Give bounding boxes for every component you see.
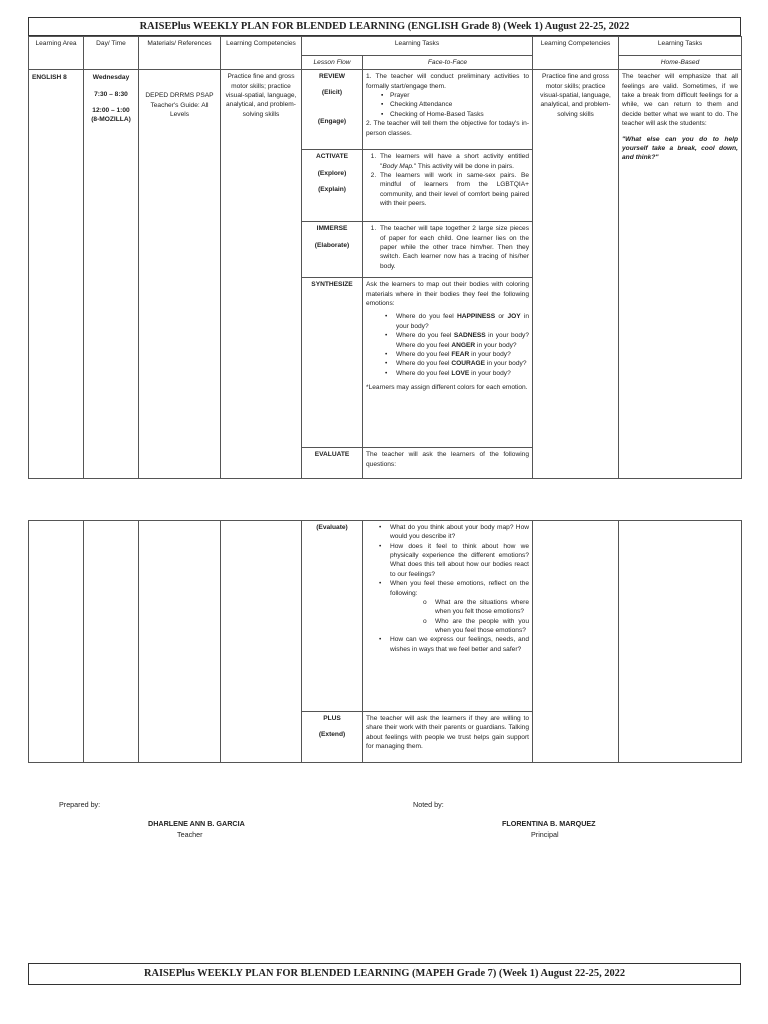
header-face-to-face: Face-to-Face [363, 56, 533, 70]
extend-label: (Extend) [318, 731, 346, 739]
list-item: 1. The teacher will tape together 2 large size pieces of paper for each child. One learner lies on the paper while the other trace him/her. Then they switch. Each learner now has a tracing of his/her body. [378, 224, 529, 271]
header-learning-tasks: Learning Tasks [302, 37, 533, 56]
materials-cell [139, 521, 221, 763]
activate-task-cell [363, 150, 533, 222]
elicit-label: (Elicit) [321, 88, 343, 96]
list-item: ▪ Checking of Home-Based Tasks [390, 110, 529, 119]
list-item: • How does it feel to think about how we physically experience the different emotions? What does this tell about how our bodies react to our feelings? [390, 542, 529, 579]
day-label: Wednesday [92, 74, 130, 82]
engage-label: (Engage) [317, 118, 347, 126]
activate-flow-cell [302, 150, 363, 222]
review-step-1: 1. The teacher will conduct preliminary activities to formally start/engage them. [366, 73, 530, 90]
synthesize-task-cell [363, 278, 533, 448]
plan-title: RAISEPlus WEEKLY PLAN FOR BLENDED LEARNING (ENGLISH Grade 8) (Week 1) August 22-25, 2022 [28, 17, 741, 36]
time-morning: 7:30 – 8:30 [94, 90, 128, 98]
noted-by-label: Noted by: [413, 800, 444, 809]
home-based-cell [619, 521, 742, 763]
header-learning-tasks-home: Learning Tasks [619, 37, 742, 56]
header-competencies: Learning Competencies [221, 37, 302, 70]
review-step-2: 2. The teacher will tell them the objective for today's in-person classes. [366, 120, 530, 137]
list-item: • Where do you feel HAPPINESS or JOY in your body? [396, 312, 529, 331]
materials-cell: DEPED DRRMS PSAP Teacher's Guide: All Levels [139, 70, 221, 479]
noted-by-role: Principal [531, 830, 559, 839]
learning-area-cell: ENGLISH 8 [29, 70, 84, 479]
immerse-flow-cell [302, 222, 363, 278]
competencies-home-cell: Practice fine and gross motor skills; practice visual-spatial, language, analytical, and problem-solving skills [533, 70, 619, 479]
list-item: • Where do you feel SADNESS in your body? Where do you feel ANGER in your body? [396, 331, 529, 350]
plus-label: PLUS [323, 715, 341, 722]
plus-flow-cell [302, 712, 363, 763]
list-item: • Where do you feel COURAGE in your body? [396, 359, 529, 368]
header-lesson-flow: Lesson Flow [302, 56, 363, 70]
day-time-cell [84, 70, 139, 479]
synthesize-flow-cell: SYNTHESIZE [302, 278, 363, 448]
next-plan-title: RAISEPlus WEEKLY PLAN FOR BLENDED LEARNING (MAPEH Grade 7) (Week 1) August 22-25, 2022 [28, 963, 741, 985]
time-afternoon: 12:00 – 1:00 [92, 107, 130, 115]
review-bullets [366, 91, 529, 119]
list-item: ▪ Checking Attendance [390, 100, 529, 109]
evaluate-task-cell: The teacher will ask the learners of the following questions: [363, 448, 533, 479]
list-item: 2. The learners will work in same-sex pairs. Be mindful of learners from the LGBTQIA+ community, and their level of comfort being paired with their peers. [378, 171, 529, 208]
noted-by-name: FLORENTINA B. MARQUEZ [502, 819, 596, 828]
list-item: o What are the situations where when you felt those emotions? [435, 598, 529, 617]
header-competencies-home: Learning Competencies [533, 37, 619, 70]
weekly-plan-table-continued [28, 520, 742, 763]
evaluate-flow-cell: (Evaluate) [302, 521, 363, 712]
home-based-cell [619, 70, 742, 479]
explore-label: (Explore) [317, 169, 347, 177]
evaluate-questions [366, 523, 529, 654]
day-time-cell [84, 521, 139, 763]
activate-steps [366, 152, 529, 208]
competencies-cell [221, 521, 302, 763]
list-item: ▪ Prayer [390, 91, 529, 100]
review-label: REVIEW [318, 73, 345, 81]
list-item: 1. The learners will have a short activity entitled "Body Map." This activity will be done in pairs. [378, 152, 529, 171]
list-item: • What do you think about your body map? How would you describe it? [390, 523, 529, 542]
immerse-label: IMMERSE [316, 225, 348, 233]
header-learning-area: Learning Area [29, 37, 84, 70]
home-based-text: The teacher will emphasize that all feelings are valid. Sometimes, if we take a break from difficult feelings for a while, we can return to them and decide better what we want to do. The teacher will ask the students: [622, 73, 739, 128]
review-flow-cell [302, 70, 363, 150]
list-item: • Where do you feel LOVE in your body? [396, 369, 529, 378]
home-based-question: "What else can you do to help yourself take a break, cool down, and think?" [622, 135, 739, 162]
prepared-by-name: DHARLENE ANN B. GARCIA [148, 819, 245, 828]
header-materials: Materials/ References [139, 37, 221, 70]
evaluate-questions-cell [363, 521, 533, 712]
body-map-title: Body Map. [382, 162, 414, 170]
competencies-cell: Practice fine and gross motor skills; practice visual-spatial, language, analytical, and problem-solving skills [221, 70, 302, 479]
reflection-sublist [390, 598, 529, 635]
review-task-cell [363, 70, 533, 150]
learning-area-cell [29, 521, 84, 763]
elaborate-label: (Elaborate) [314, 241, 350, 249]
prepared-by-role: Teacher [177, 830, 203, 839]
weekly-plan-table [28, 36, 742, 479]
emotion-questions [366, 312, 529, 378]
section-label: (8-MOZILLA) [91, 116, 131, 124]
synthesize-note: *Learners may assign different colors for each emotion. [366, 383, 528, 391]
header-home-based: Home-Based [619, 56, 742, 70]
activate-label: ACTIVATE [316, 153, 348, 161]
list-item: o Who are the people with you when you feel those emotions? [435, 617, 529, 636]
list-item: • Where do you feel FEAR in your body? [396, 350, 529, 359]
evaluate-flow-cell: EVALUATE [302, 448, 363, 479]
prepared-by-label: Prepared by: [59, 800, 101, 809]
synthesize-intro: Ask the learners to map out their bodies with coloring materials where in their bodies they feel the following emotions: [366, 281, 530, 308]
immerse-task-cell [363, 222, 533, 278]
list-item: • When you feel these emotions, reflect on the following: o What are the situations where when you felt those emotions? o Who are the people with you when you feel those emotions? [390, 579, 529, 635]
explain-label: (Explain) [318, 186, 346, 194]
plus-task-cell: The teacher will ask the learners if they are willing to share their work with their parents or guardians. Talking about feelings with people we trust helps gain support for managing them. [363, 712, 533, 763]
immerse-steps [366, 224, 529, 271]
list-item: • How can we express our feelings, needs, and wishes in ways that we feel better and safer? [390, 635, 529, 654]
header-day-time: Day/ Time [84, 37, 139, 70]
competencies-home-cell [533, 521, 619, 763]
